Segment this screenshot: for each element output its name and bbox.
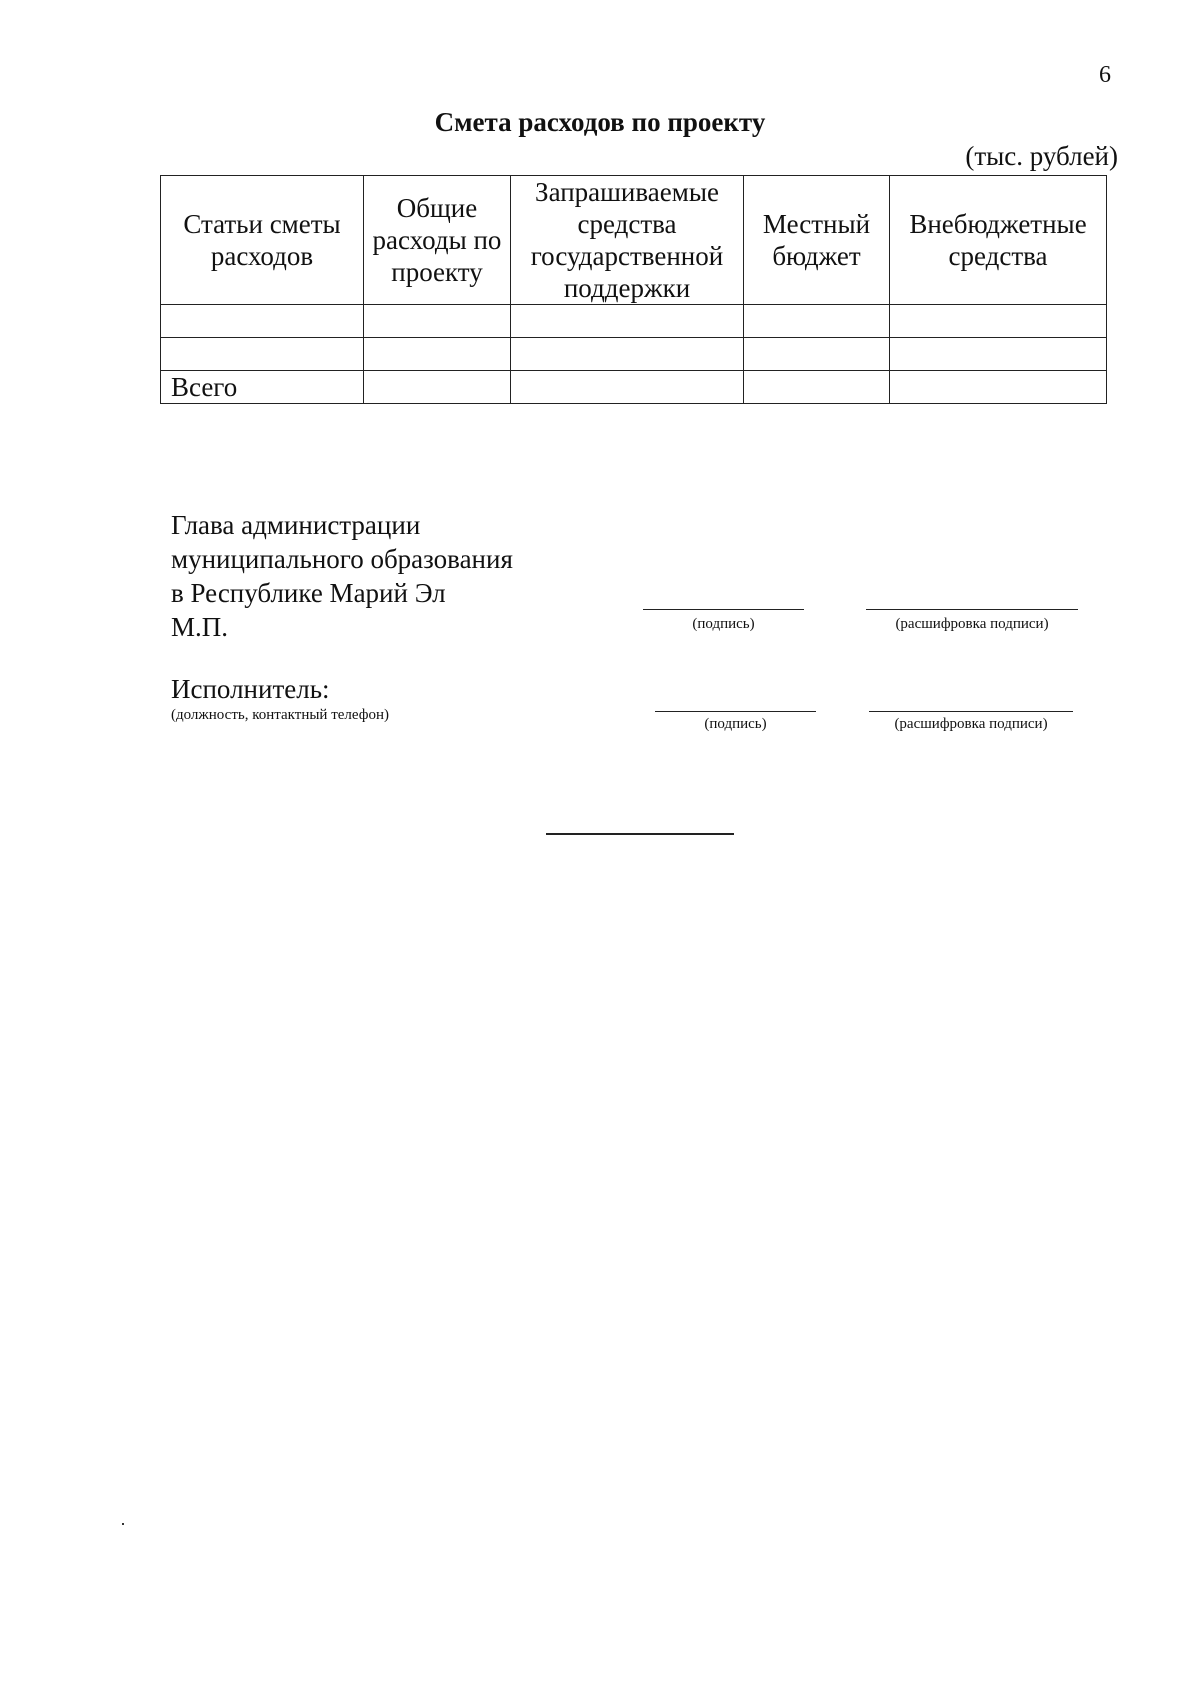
executor-signature-line[interactable] [655, 711, 816, 712]
head-signature-line[interactable] [643, 609, 804, 610]
table-cell [890, 338, 1107, 371]
head-signature-caption: (подпись) [692, 616, 755, 632]
page-number: 6 [1099, 62, 1111, 88]
units-label: (тыс. рублей) [965, 141, 1118, 171]
table-header-row [161, 176, 1107, 305]
header-cell-extrabudgetary: Внебюджетные средства [890, 176, 1107, 305]
table-cell [744, 305, 890, 338]
table-cell [511, 338, 744, 371]
table-row [161, 338, 1107, 371]
header-cell-local-budget: Местный бюджет [744, 176, 890, 305]
table-cell [161, 305, 364, 338]
head-title-line: в Республике Марий Эл [171, 578, 446, 608]
estimate-table [160, 175, 1107, 404]
table-cell [890, 305, 1107, 338]
table-cell [511, 305, 744, 338]
executor-caption: (должность, контактный телефон) [171, 707, 389, 723]
table-cell [744, 338, 890, 371]
head-title-line: Глава администрации [171, 510, 421, 540]
table-cell [744, 371, 890, 404]
executor-decoding-line[interactable] [869, 711, 1073, 712]
table-total-row [161, 371, 1107, 404]
table-cell [364, 371, 511, 404]
seal-place-label: М.П. [171, 612, 229, 642]
executor-signature-caption: (подпись) [704, 716, 767, 732]
table-cell [890, 371, 1107, 404]
executor-label: Исполнитель: [171, 674, 330, 704]
table-cell [161, 338, 364, 371]
head-title-line: муниципального образования [171, 544, 513, 574]
table-cell [364, 305, 511, 338]
table-cell [364, 338, 511, 371]
executor-decoding-caption: (расшифровка подписи) [894, 716, 1048, 732]
header-cell-expense-items: Статьи сметы расходов [161, 176, 364, 305]
head-of-administration-block [171, 508, 513, 644]
scan-speck [122, 1523, 124, 1525]
header-cell-requested-support: Запрашиваемые средства государственной поддержки [511, 176, 744, 305]
table-cell [511, 371, 744, 404]
document-title: Смета расходов по проекту [434, 107, 766, 137]
header-cell-total-expenses: Общие расходы по проекту [364, 176, 511, 305]
table-row [161, 305, 1107, 338]
head-decoding-line[interactable] [866, 609, 1078, 610]
head-decoding-caption: (расшифровка подписи) [895, 616, 1049, 632]
total-label: Всего [161, 371, 364, 404]
end-divider [546, 833, 734, 835]
